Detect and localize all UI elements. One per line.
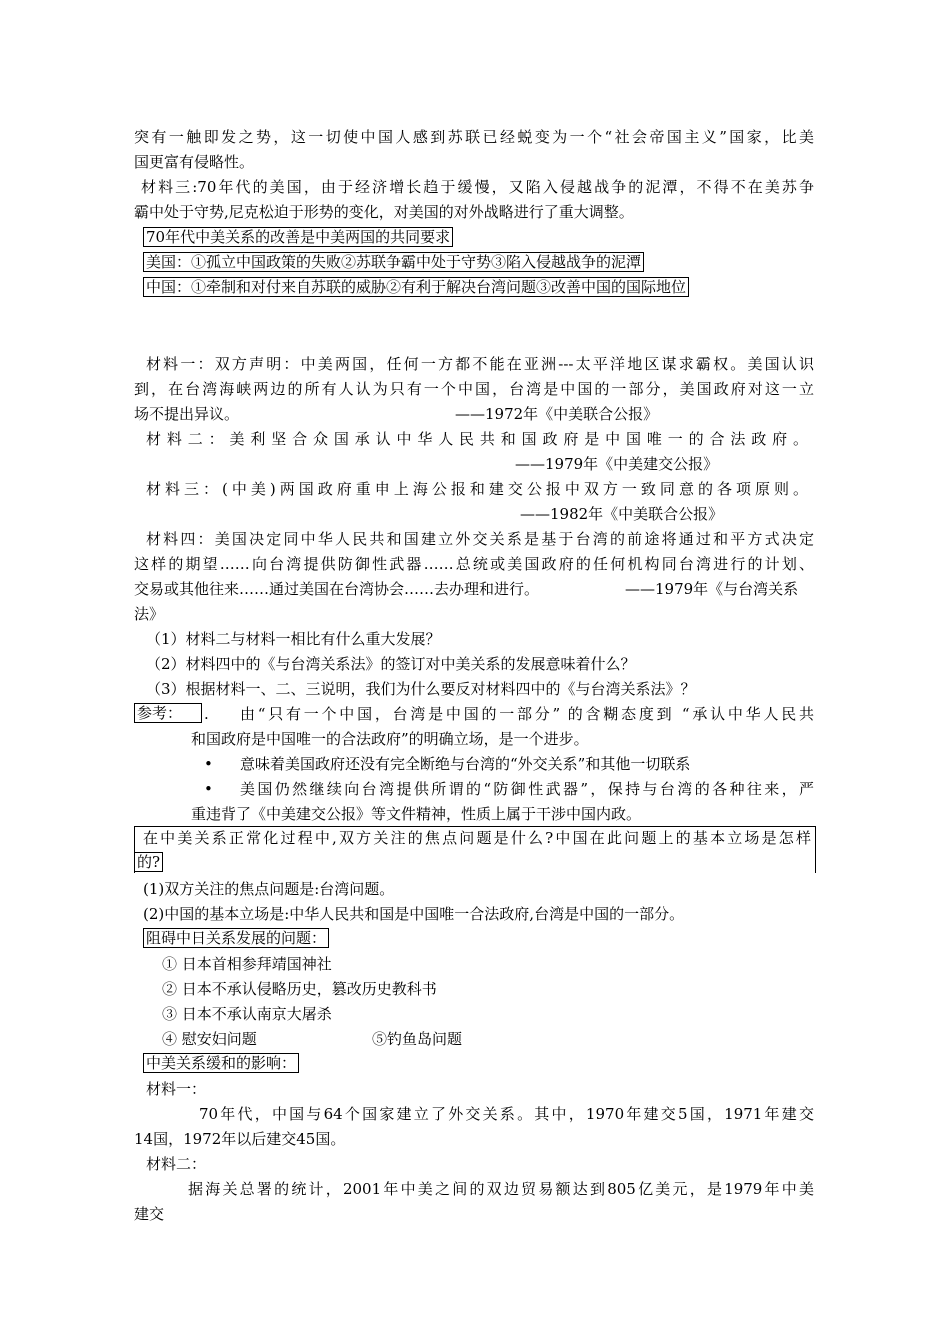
impact-title: 中美关系缓和的影响： bbox=[143, 1053, 299, 1073]
list-item: ① 日本首相参拜靖国神社 bbox=[162, 955, 332, 973]
question-2: （2）材料四中的《与台湾关系法》的签订对中美关系的发展意味着什么？ bbox=[146, 655, 636, 673]
answer-3-line: 重违背了《中美建交公报》等文件精神，性质上属于干涉中国内政。 bbox=[191, 805, 642, 823]
question-3: （3）根据材料一、二、三说明，我们为什么要反对材料四中的《与台湾关系法》？ bbox=[146, 680, 696, 698]
material-one-text: 70年代，中国与64个国家建立了外交关系。其中，1970年建交5国，1971年建交 bbox=[199, 1105, 814, 1123]
boxed-china-reasons: 中国：①牵制和对付来自苏联的威胁②有利于解决台湾问题③改善中国的国际地位 bbox=[143, 277, 689, 297]
material-four-line: 材料四：美国决定同中华人民共和国建立外交关系是基于台湾的前途将通过和平方式决定 bbox=[146, 530, 814, 548]
material-four-line: 这样的期望……向台湾提供防御性武器……总统或美国政府的任何机构同台湾进行的计划、 bbox=[134, 555, 814, 573]
sino-japan-title-wrap bbox=[143, 928, 329, 948]
material-four-line: 法》 bbox=[134, 605, 165, 623]
material-two-line: 材料二：美利坚合众国承认中华人民共和国政府是中国唯一的合法政府。 bbox=[146, 430, 808, 448]
material-three-line: 霸中处于守势,尼克松迫于形势的变化，对美国的对外战略进行了重大调整。 bbox=[134, 203, 634, 221]
reference-label: 参考： bbox=[134, 703, 202, 723]
boxed-heading-wrap bbox=[143, 227, 453, 247]
material-one-line: 材料一：双方声明：中美两国，任何一方都不能在亚洲---太平洋地区谋求霸权。美国认识 bbox=[146, 355, 814, 373]
boxed-question-end-wrap bbox=[134, 852, 163, 872]
material-three-line: 材料三:70年代的美国，由于经济增长趋于缓慢，又陷入侵越战争的泥潭，不得不在美苏争 bbox=[141, 178, 814, 196]
bullet-icon: • bbox=[204, 755, 213, 773]
boxed-question-line: 在中美关系正常化过程中,双方关注的焦点问题是什么?中国在此问题上的基本立场是怎样 bbox=[143, 829, 811, 847]
material-one-source: ——1972年《中美联合公报》 bbox=[455, 405, 659, 423]
question-1: （1）材料二与材料一相比有什么重大发展？ bbox=[146, 630, 441, 648]
material-label: 材料一： bbox=[146, 1080, 207, 1098]
material-one-line: 到，在台湾海峡两边的所有人认为只有一个中国，台湾是中国的一部分，美国政府对这一立 bbox=[134, 380, 814, 398]
material-four-line: 交易或其他往来……通过美国在台湾协会……去办理和进行。 bbox=[134, 580, 540, 598]
paragraph-line: 突有一触即发之势，这一切使中国人感到苏联已经蜕变为一个“社会帝国主义”国家，比美 bbox=[134, 128, 814, 146]
sino-japan-title: 阻碍中日关系发展的问题： bbox=[143, 928, 329, 948]
paragraph-line: 国更富有侵略性。 bbox=[134, 153, 255, 171]
list-item: ④ 慰安妇问题 bbox=[162, 1030, 257, 1048]
material-label: 材料二： bbox=[146, 1155, 207, 1173]
material-two-text: 据海关总署的统计，2001年中美之间的双边贸易额达到805亿美元，是1979年中美 bbox=[188, 1180, 814, 1198]
material-one-text: 14国，1972年以后建交45国。 bbox=[134, 1130, 346, 1148]
answer-1-line: 由“只有一个中国，台湾是中国的一部分” 的含糊态度到 “承认中华人民共 bbox=[240, 705, 814, 723]
material-two-text: 建交 bbox=[134, 1205, 165, 1223]
answer-dot: . bbox=[204, 705, 209, 723]
impact-title-wrap bbox=[143, 1053, 299, 1073]
boxed-heading: 70年代中美关系的改善是中美两国的共同要求 bbox=[143, 227, 453, 247]
answer-3-line: 美国仍然继续向台湾提供所谓的“防御性武器”，保持与台湾的各种往来，严 bbox=[240, 780, 814, 798]
boxed-usa-reasons: 美国：①孤立中国政策的失败②苏联争霸中处于守势③陷入侵越战争的泥潭 bbox=[143, 252, 644, 272]
answer-stance: (2)中国的基本立场是:中华人民共和国是中国唯一合法政府,台湾是中国的一部分。 bbox=[143, 905, 685, 923]
material-three-source: ——1982年《中美联合公报》 bbox=[520, 505, 724, 523]
material-four-source: ——1979年《与台湾关系 bbox=[625, 580, 799, 598]
list-item: ② 日本不承认侵略历史，篡改历史教科书 bbox=[162, 980, 437, 998]
material-one-line: 场不提出异议。 bbox=[134, 405, 240, 423]
material-three-line: 材料三：(中美)两国政府重申上海公报和建交公报中双方一致同意的各项原则。 bbox=[146, 480, 808, 498]
answer-1-line: 和国政府是中国唯一的合法政府”的明确立场，是一个进步。 bbox=[191, 730, 589, 748]
boxed-usa-wrap bbox=[143, 252, 644, 272]
material-two-source: ——1979年《中美建交公报》 bbox=[515, 455, 719, 473]
bullet-icon: • bbox=[204, 780, 213, 798]
boxed-question-line: 的? bbox=[134, 852, 163, 872]
list-item: ⑤钓鱼岛问题 bbox=[372, 1030, 463, 1048]
reference-label-wrap bbox=[134, 703, 202, 723]
answer-2: 意味着美国政府还没有完全断绝与台湾的“外交关系”和其他一切联系 bbox=[240, 755, 691, 773]
answer-focus: (1)双方关注的焦点问题是:台湾问题。 bbox=[143, 880, 395, 898]
boxed-china-wrap bbox=[143, 277, 689, 297]
list-item: ③ 日本不承认南京大屠杀 bbox=[162, 1005, 332, 1023]
